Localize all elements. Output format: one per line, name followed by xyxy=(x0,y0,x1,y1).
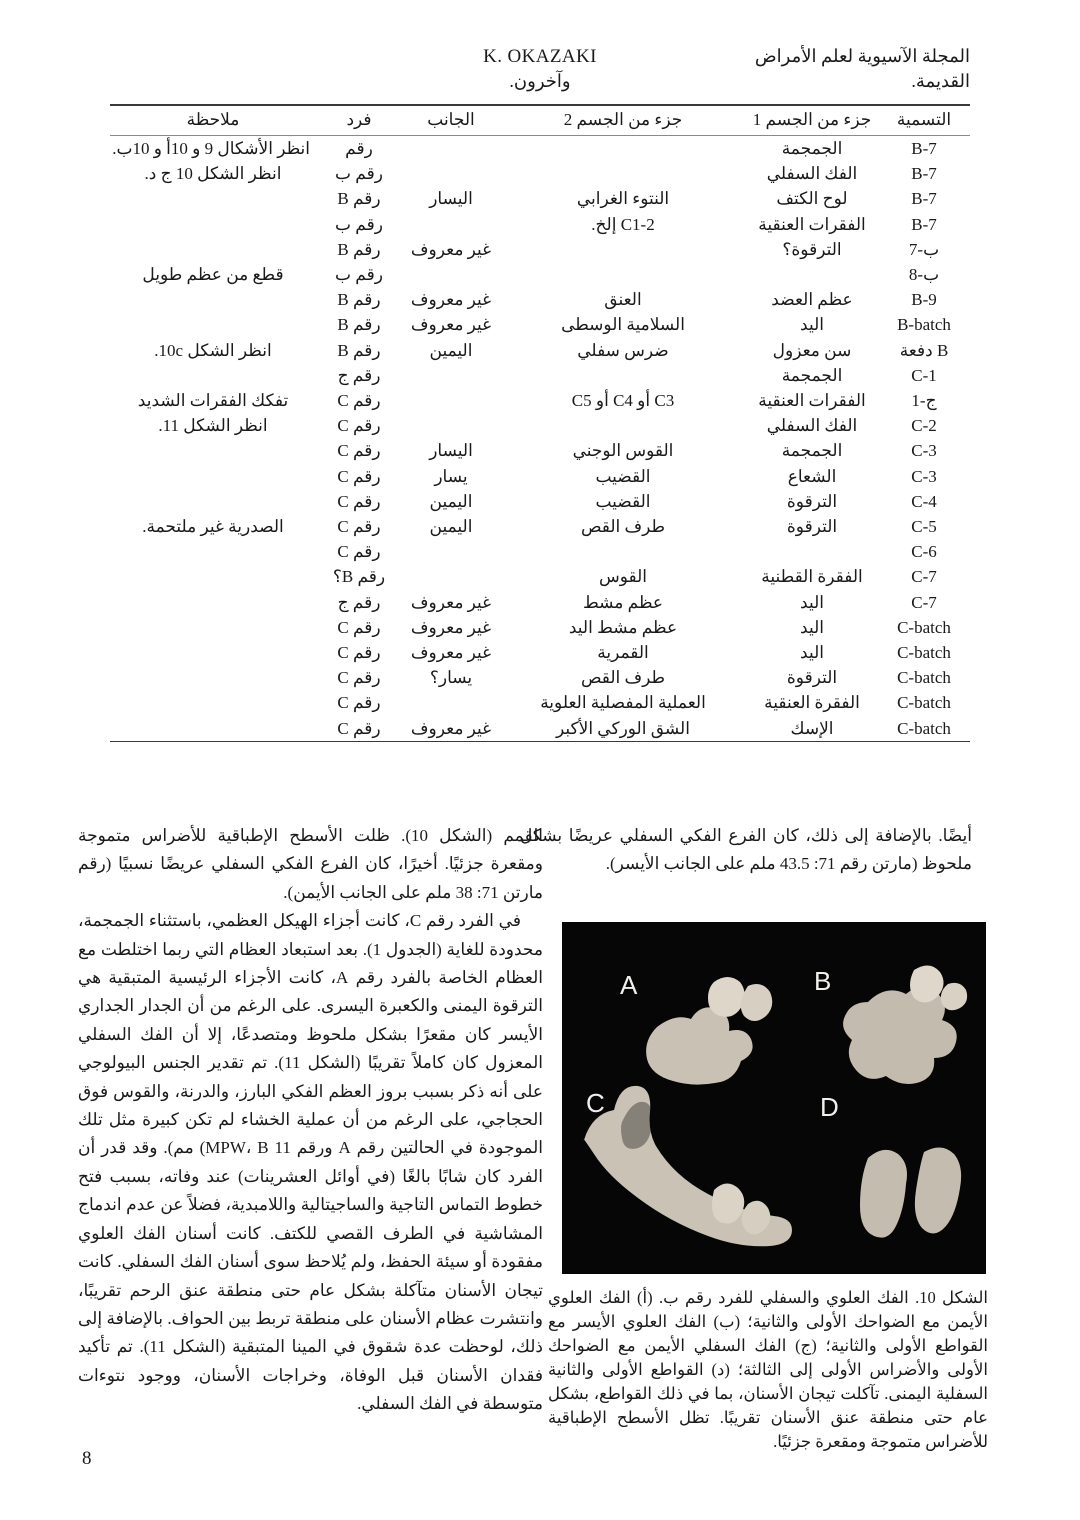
cell-side: اليمين xyxy=(429,517,473,537)
cell-body-part-1: الجمجمة xyxy=(781,139,843,158)
col-header-part1: جزء من الجسم 1 xyxy=(752,110,872,129)
cell-remark: تفكك الفقرات الشديد xyxy=(137,391,289,411)
cell-body-part-2: ضرس سفلي xyxy=(577,340,669,360)
cell-body-part-1: الفقرة القطنية xyxy=(761,567,863,587)
cell-remark: قطع من عظم طويل xyxy=(142,265,284,285)
table-row xyxy=(110,716,970,742)
table-row xyxy=(110,388,970,413)
cell-body-part-1: الجمجمة xyxy=(781,441,843,461)
cell-designation: B-7 xyxy=(911,139,937,158)
specimen-table-wrapper xyxy=(110,104,970,742)
cell-individual: رقم ب xyxy=(335,164,383,184)
cell-body-part-1 xyxy=(746,539,878,564)
cell-side: غير معروف xyxy=(410,315,492,335)
cell-designation: B-7 xyxy=(911,164,937,184)
cell-remark: انظر الأشكال 9 و 10أ و 10ب. xyxy=(112,139,310,158)
cell-body-part-2: الشق الوركي الأكبر xyxy=(556,718,690,738)
table-row xyxy=(110,564,970,589)
cell-individual: رقم B xyxy=(337,189,381,209)
cell-individual: رقم xyxy=(345,139,373,158)
cell-remark: انظر الشكل 10 ج د. xyxy=(144,164,282,184)
table-row xyxy=(110,489,970,514)
cell-body-part-1: الجمجمة xyxy=(781,365,843,385)
cell-designation: دفعة B xyxy=(899,340,949,360)
cell-side: يسار؟ xyxy=(429,668,473,688)
figure-label-a: A xyxy=(620,970,638,1000)
cell-designation: C-2 xyxy=(911,416,937,436)
table-row xyxy=(110,665,970,690)
cell-side xyxy=(402,363,500,388)
figure-label-c: C xyxy=(586,1088,605,1118)
cell-designation: C-3 xyxy=(911,441,937,461)
table-row xyxy=(110,287,970,312)
cell-individual: رقم C xyxy=(337,668,381,688)
cell-remark xyxy=(110,363,316,388)
cell-remark: الصدرية غير ملتحمة. xyxy=(142,517,284,537)
cell-designation: C-7 xyxy=(911,567,937,587)
cell-individual: رقم C xyxy=(337,416,381,436)
figure-label-d: D xyxy=(820,1092,839,1122)
cell-designation: C-batch xyxy=(897,668,951,688)
table-row xyxy=(110,640,970,665)
cell-side xyxy=(402,212,500,237)
table-row xyxy=(110,312,970,337)
cell-side: غير معروف xyxy=(410,290,492,310)
cell-designation: C-6 xyxy=(911,542,937,562)
col-header-part2: جزء من الجسم 2 xyxy=(563,110,683,129)
cell-individual: رقم C xyxy=(337,491,381,511)
cell-individual: رقم C xyxy=(337,517,381,537)
cell-designation: C-batch xyxy=(897,693,951,713)
cell-body-part-1: الفك السفلي xyxy=(766,416,858,436)
cell-remark xyxy=(110,590,316,615)
cell-individual: رقم ج xyxy=(337,365,381,385)
cell-remark xyxy=(110,186,316,211)
cell-side: غير معروف xyxy=(410,643,492,663)
paragraph: القمم (الشكل 10). ظلت الأسطح الإطباقية للأضراس متموجة ومقعرة جزئيًا. أخيرًا، كان الفرع الفكي السفلي عريضًا نسبيًا (رقم مارتن 71: 38 ملم على الجانب الأيمن). xyxy=(78,826,543,902)
cell-body-part-2: طرف القص xyxy=(580,668,666,688)
cell-designation: ب-7 xyxy=(908,239,940,259)
cell-designation: C-batch xyxy=(897,718,951,738)
table-row xyxy=(110,438,970,463)
cell-designation: C-5 xyxy=(911,517,937,537)
cell-individual: رقم ب xyxy=(335,265,383,285)
running-head-author: K. OKAZAKI xyxy=(483,46,597,67)
cell-body-part-1: الترقوة xyxy=(786,491,838,511)
cell-body-part-1: سن معزول xyxy=(772,340,852,360)
cell-body-part-2: القضيب xyxy=(595,466,651,486)
table-row xyxy=(110,212,970,237)
cell-side: غير معروف xyxy=(410,617,492,637)
cell-side xyxy=(402,564,500,589)
cell-body-part-2: القوس الوجني xyxy=(572,441,674,461)
cell-individual: رقم B xyxy=(337,315,381,335)
cell-body-part-2 xyxy=(500,161,746,186)
cell-body-part-1: اليد xyxy=(800,643,824,663)
cell-side xyxy=(402,161,500,186)
cell-body-part-2 xyxy=(500,262,746,287)
cell-body-part-1: الفقرات العنقية xyxy=(758,214,866,234)
running-head-journal-title: المجلة الآسيوية لعلم الأمراض القديمة. xyxy=(754,46,970,91)
table-row xyxy=(110,539,970,564)
figure-photograph xyxy=(562,922,986,1274)
cell-individual: رقم B xyxy=(337,340,381,360)
cell-body-part-2: القوس xyxy=(598,567,648,587)
cell-individual: رقم ب xyxy=(335,214,383,234)
col-header-side: الجانب xyxy=(427,110,475,129)
cell-remark xyxy=(110,489,316,514)
cell-remark xyxy=(110,640,316,665)
cell-body-part-1: الترقوة؟ xyxy=(782,239,842,259)
cell-designation: ب-8 xyxy=(908,265,940,285)
cell-remark xyxy=(110,212,316,237)
cell-side: غير معروف xyxy=(410,592,492,612)
cell-body-part-2: القضيب xyxy=(595,491,651,511)
cell-remark xyxy=(110,539,316,564)
figure-caption: الشكل 10. الفك العلوي والسفلي للفرد رقم ب. (أ) الفك العلوي الأيمن مع الضواحك الأولى والثانية؛ (ب) الفك العلوي الأيسر مع القواطع الأولى والثانية؛ (ج) الفك السفلي الأيمن مع الضواحك الأولى والأضراس الأولى إلى الثالثة؛ (د) القواطع الأولى والثانية السفلية اليمنى. تآكلت تيجان الأسنان، بما في ذلك القواطع، بشكل عام حتى منطقة عنق الأسنان تقريبًا. تظل الأسطح الإطباقية للأضراس متموجة ومقعرة جزئيًا. xyxy=(548,1288,988,1451)
cell-designation: C-7 xyxy=(911,592,937,612)
cell-designation: B-7 xyxy=(911,214,937,234)
table-row xyxy=(110,413,970,438)
cell-side: غير معروف xyxy=(410,239,492,259)
body-column-left xyxy=(78,822,543,1419)
cell-body-part-1: عظم العضد xyxy=(771,290,853,310)
cell-side xyxy=(402,413,500,438)
cell-body-part-2 xyxy=(500,363,746,388)
cell-body-part-1: الفقرة العنقية xyxy=(764,693,860,713)
cell-body-part-2: العنق xyxy=(604,290,642,310)
cell-remark xyxy=(110,312,316,337)
cell-body-part-2: العملية المفصلية العلوية xyxy=(540,693,706,713)
page-number: 8 xyxy=(82,1448,92,1469)
cell-side: غير معروف xyxy=(410,718,492,738)
paragraph: في الفرد رقم C، كانت أجزاء الهيكل العظمي، باستثناء الجمجمة، محدودة للغاية (الجدول 1). بعد استبعاد العظام التي ربما اختلطت مع العظام الخاصة بالفرد رقم A، كانت الأجزاء الرئيسية المتبقية هي الترقوة اليمنى والكعبرة اليسرى. على الرغم من أن الجدار الجداري الأيسر كان مقعرًا بشكل ملحوظ ومتصدعًا، إلا أن الفك السفلي المعزول كان كاملاً تقريبًا (الشكل 11). تم تقدير الجنس البيولوجي على أنه ذكر بسبب بروز العظم الفكي البارز، والدرنة، والقوس فوق الحجاجي، على الرغم من أن عملية الخشاء لم تكن كبيرة مثل تلك الموجودة في الحالتين رقم A ورقم 11 MPW، B) مم). وقد قدر أن الفرد كان شابًا بالغًا (في أوائل العشرينات) عند وفاته، بسبب فتح خطوط التماس التاجية والساجيتالية واللامبدية، فضلاً عن عدم اندماج المشاشية في الطرف القصي للكتف. كانت أسنان الفك العلوي مفقودة أو سيئة الحفظ، ولم يُلاحظ سوى أسنان الفك السفلي. كانت تيجان الأسنان متآكلة بشكل عام حتى منطقة عنق الرحم تقريبًا، وانتشرت عظام الأسنان على منطقة تربط بين الحواف. بالإضافة إلى ذلك، لوحظت عدة شقوق في المينا المتبقية (الشكل 11). تم تأكيد فقدان الأسنان قبل الوفاة، وخراجات الأسنان، ووجود نتوءات متوسطة في الفك السفلي. xyxy=(78,911,544,1414)
table-row xyxy=(110,464,970,489)
cell-side xyxy=(402,690,500,715)
table-row xyxy=(110,161,970,186)
cell-individual: رقم B؟ xyxy=(332,567,386,587)
cell-individual: رقم C xyxy=(337,391,381,411)
table-header-row xyxy=(110,105,970,136)
cell-body-part-2 xyxy=(500,413,746,438)
cell-body-part-2: السلامية الوسطى xyxy=(561,315,685,335)
cell-body-part-1: الإسك xyxy=(790,718,834,738)
cell-body-part-1: لوح الكتف xyxy=(776,189,848,209)
cell-body-part-1: الفقرات العنقية xyxy=(758,391,866,411)
cell-individual: رقم C xyxy=(337,617,381,637)
cell-body-part-2 xyxy=(500,237,746,262)
col-header-remark: ملاحظة xyxy=(186,110,240,129)
cell-body-part-2: القمرية xyxy=(597,643,649,663)
cell-body-part-1: الشعاع xyxy=(787,466,837,486)
col-header-individual: فرد xyxy=(346,110,372,129)
cell-designation: ج-1 xyxy=(911,391,937,411)
cell-remark xyxy=(110,716,316,742)
specimen-table xyxy=(110,104,970,742)
cell-individual: رقم ج xyxy=(337,592,381,612)
cell-designation: C-batch xyxy=(897,617,951,637)
cell-designation: C-1 xyxy=(911,365,937,385)
running-head-etal: وآخرون. xyxy=(509,71,571,91)
cell-side: اليمين xyxy=(429,340,473,360)
table-row xyxy=(110,363,970,388)
cell-side: اليسار xyxy=(429,441,473,461)
cell-remark xyxy=(110,564,316,589)
table-row xyxy=(110,514,970,539)
cell-individual: رقم C xyxy=(337,643,381,663)
cell-side xyxy=(402,136,500,162)
paragraph: أيضًا. بالإضافة إلى ذلك، كان الفرع الفكي السفلي عريضًا بشكل ملحوظ (مارتن رقم 71: 43.5 ملم على الجانب الأيسر). xyxy=(520,826,972,874)
cell-body-part-1 xyxy=(746,262,878,287)
cell-body-part-1: اليد xyxy=(800,315,824,335)
cell-remark xyxy=(110,287,316,312)
body-column-right xyxy=(520,822,972,879)
cell-individual: رقم B xyxy=(337,290,381,310)
cell-remark xyxy=(110,690,316,715)
cell-remark: انظر الشكل 11. xyxy=(158,416,268,436)
table-row xyxy=(110,615,970,640)
specimen-table-body xyxy=(110,136,970,742)
cell-body-part-1: الترقوة xyxy=(786,668,838,688)
running-head xyxy=(110,44,970,104)
cell-body-part-2: النتوء الغرابي xyxy=(576,189,670,209)
cell-side: اليسار xyxy=(429,189,473,209)
table-row xyxy=(110,186,970,211)
cell-designation: C-batch xyxy=(897,643,951,663)
cell-designation: B-9 xyxy=(911,290,937,310)
cell-body-part-1: الترقوة xyxy=(786,517,838,537)
table-row xyxy=(110,262,970,287)
cell-remark xyxy=(110,464,316,489)
cell-side: اليمين xyxy=(429,491,473,511)
cell-body-part-2: C1-2 إلخ. xyxy=(591,214,655,234)
table-row xyxy=(110,136,970,162)
cell-individual: رقم C xyxy=(337,718,381,738)
cell-designation: B-7 xyxy=(911,189,937,209)
col-header-name: التسمية xyxy=(896,110,952,129)
cell-body-part-2 xyxy=(500,136,746,162)
cell-side xyxy=(402,539,500,564)
cell-designation: C-4 xyxy=(911,491,937,511)
cell-remark xyxy=(110,665,316,690)
cell-individual: رقم C xyxy=(337,441,381,461)
cell-body-part-1: اليد xyxy=(800,592,824,612)
table-row xyxy=(110,590,970,615)
cell-body-part-2 xyxy=(500,539,746,564)
cell-designation: B-batch xyxy=(897,315,951,335)
cell-body-part-1: الفك السفلي xyxy=(766,164,858,184)
cell-body-part-2: عظم مشط xyxy=(582,592,664,612)
cell-remark xyxy=(110,615,316,640)
cell-side xyxy=(402,262,500,287)
cell-body-part-2: عظم مشط اليد xyxy=(568,617,678,637)
cell-remark xyxy=(110,438,316,463)
table-row xyxy=(110,237,970,262)
cell-side xyxy=(402,388,500,413)
cell-side: يسار xyxy=(434,466,468,486)
cell-individual: رقم B xyxy=(337,239,381,259)
figure-label-b: B xyxy=(814,966,832,996)
cell-individual: رقم C xyxy=(337,693,381,713)
cell-individual: رقم C xyxy=(337,542,381,562)
specimen-table-head xyxy=(110,105,970,136)
cell-remark xyxy=(110,237,316,262)
cell-body-part-1: اليد xyxy=(800,617,824,637)
cell-body-part-2: طرف القص xyxy=(580,517,666,537)
table-row xyxy=(110,690,970,715)
cell-remark: انظر الشكل 10c. xyxy=(154,340,272,360)
cell-designation: C-3 xyxy=(911,466,937,486)
cell-individual: رقم C xyxy=(337,466,381,486)
cell-body-part-2: C3 أو C4 أو C5 xyxy=(571,391,675,411)
table-row xyxy=(110,338,970,363)
